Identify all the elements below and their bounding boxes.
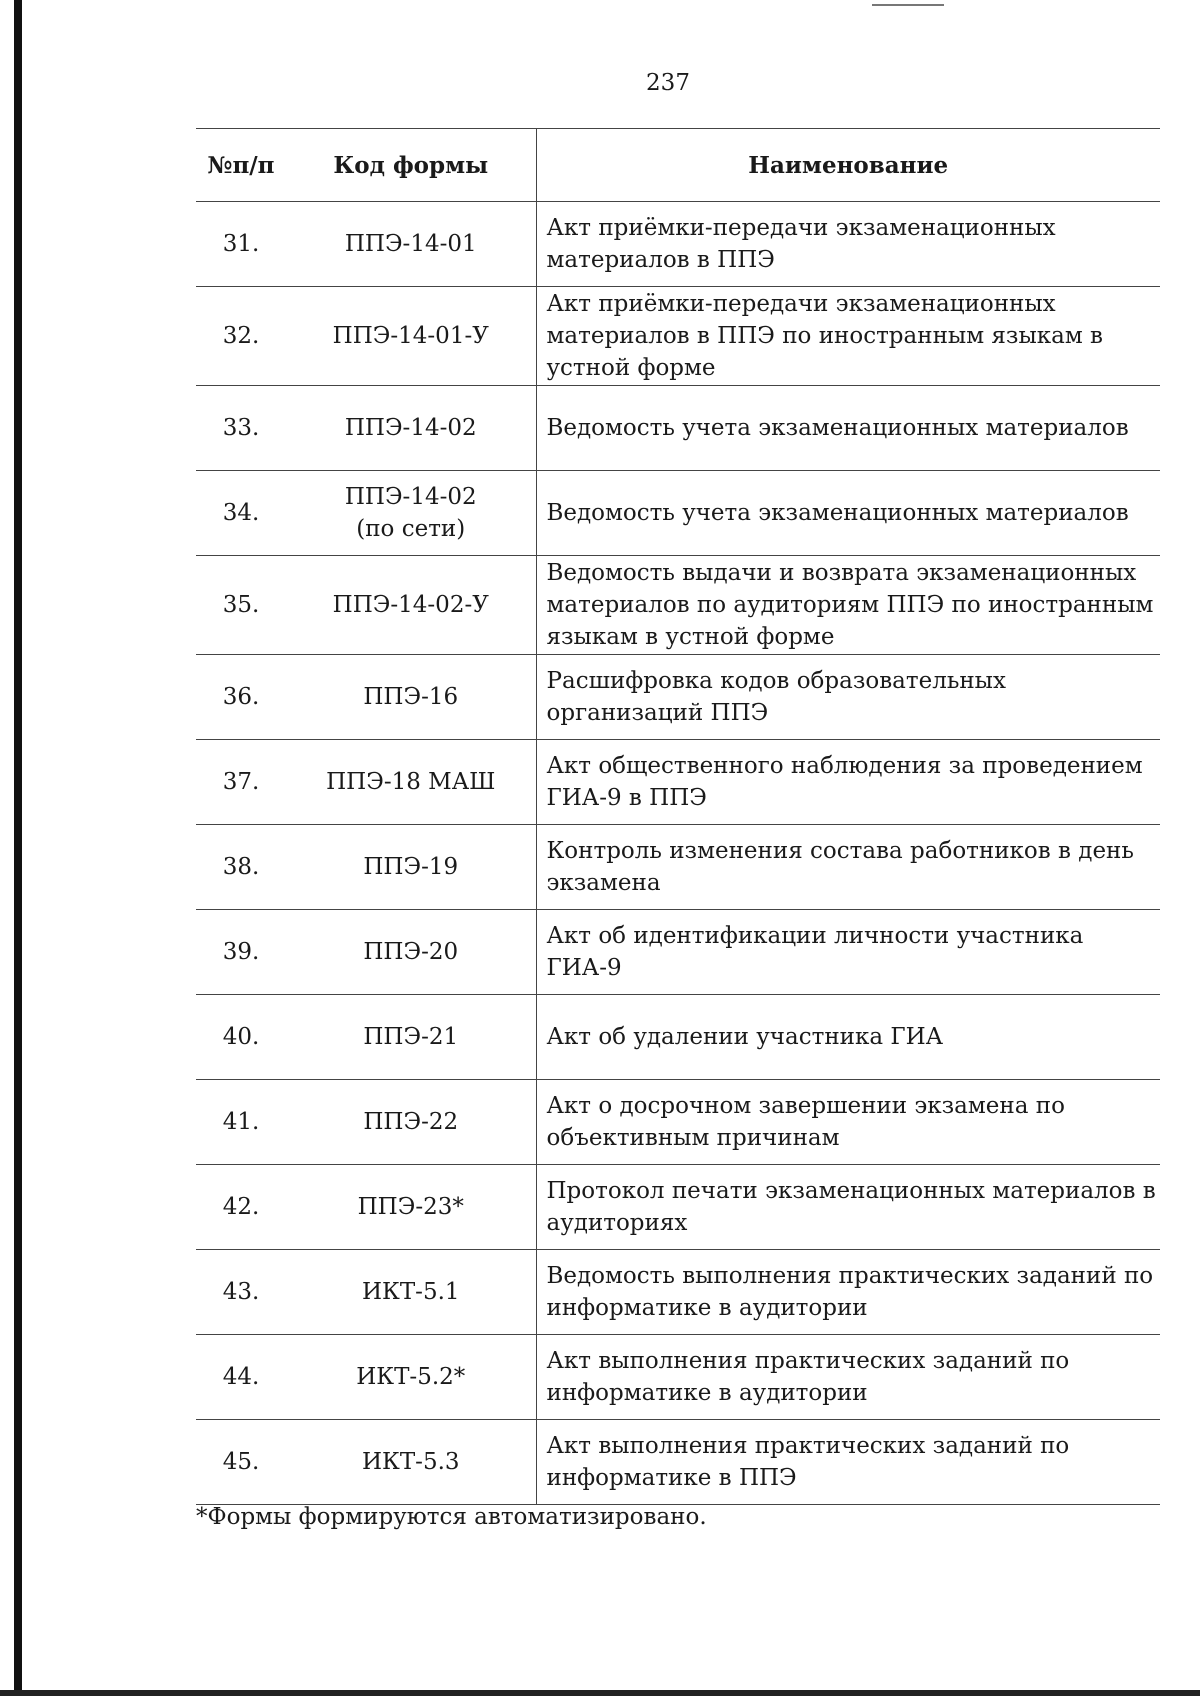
page-number: 237 xyxy=(646,70,690,96)
row-number: 43. xyxy=(196,1250,286,1335)
table-row xyxy=(196,1080,1160,1165)
row-form-name: Акт об идентификации личности участника ГИА-9 xyxy=(536,910,1160,995)
row-form-code xyxy=(286,910,536,995)
form-code-text: ППЭ-22 xyxy=(363,1109,459,1135)
row-number: 45. xyxy=(196,1420,286,1505)
form-code-text: ППЭ-14-01 xyxy=(344,231,477,257)
row-number: 37. xyxy=(196,740,286,825)
row-form-code xyxy=(286,740,536,825)
form-code-text: ППЭ-14-01-У xyxy=(332,323,489,349)
header-form-code: Код формы xyxy=(286,129,536,202)
row-form-name: Акт общественного наблюдения за проведением ГИА-9 в ППЭ xyxy=(536,740,1160,825)
row-form-code xyxy=(286,655,536,740)
row-form-name: Ведомость выдачи и возврата экзаменационных материалов по аудиториям ППЭ по иностранным языкам в устной форме xyxy=(536,556,1160,655)
row-form-code xyxy=(286,287,536,386)
row-number: 33. xyxy=(196,386,286,471)
form-code-text: ППЭ-23* xyxy=(357,1194,464,1220)
row-form-name: Акт выполнения практических заданий по информатике в ППЭ xyxy=(536,1420,1160,1505)
form-code-text: ППЭ-14-02 xyxy=(344,484,477,510)
header-name: Наименование xyxy=(536,129,1160,202)
form-code-text: ИКТ-5.2* xyxy=(356,1364,466,1390)
table-row xyxy=(196,202,1160,287)
form-code-text: ППЭ-18 МАШ xyxy=(326,769,496,795)
form-code-text: ППЭ-21 xyxy=(363,1024,459,1050)
row-form-name: Акт приёмки-передачи экзаменационных материалов в ППЭ xyxy=(536,202,1160,287)
table-row xyxy=(196,655,1160,740)
form-code-text: ППЭ-16 xyxy=(363,684,459,710)
table-row xyxy=(196,825,1160,910)
row-number: 44. xyxy=(196,1335,286,1420)
row-number: 42. xyxy=(196,1165,286,1250)
header-number: №п/п xyxy=(196,129,286,202)
row-form-name: Акт об удалении участника ГИА xyxy=(536,995,1160,1080)
row-number: 35. xyxy=(196,556,286,655)
table-row xyxy=(196,287,1160,386)
table-row xyxy=(196,740,1160,825)
row-number: 41. xyxy=(196,1080,286,1165)
row-form-name: Акт выполнения практических заданий по информатике в аудитории xyxy=(536,1335,1160,1420)
row-number: 39. xyxy=(196,910,286,995)
row-form-code xyxy=(286,1250,536,1335)
form-code-subtext: (по сети) xyxy=(356,516,466,542)
footnote: *Формы формируются автоматизировано. xyxy=(196,1504,707,1530)
form-code-text: ППЭ-19 xyxy=(363,854,459,880)
row-form-name: Ведомость выполнения практических заданий по информатике в аудитории xyxy=(536,1250,1160,1335)
forms-table xyxy=(196,128,1160,1505)
form-code-text: ИКТ-5.1 xyxy=(361,1279,460,1305)
row-form-code xyxy=(286,1080,536,1165)
row-form-name: Акт приёмки-передачи экзаменационных материалов в ППЭ по иностранным языкам в устной форме xyxy=(536,287,1160,386)
row-number: 38. xyxy=(196,825,286,910)
scan-edge-left xyxy=(14,0,22,1696)
form-code-text: ИКТ-5.3 xyxy=(361,1449,460,1475)
row-form-code xyxy=(286,202,536,287)
row-number: 32. xyxy=(196,287,286,386)
row-form-code xyxy=(286,1335,536,1420)
row-form-name: Контроль изменения состава работников в день экзамена xyxy=(536,825,1160,910)
form-code-text: ППЭ-14-02-У xyxy=(332,592,489,618)
table-row xyxy=(196,1335,1160,1420)
row-form-name: Протокол печати экзаменационных материалов в аудиториях xyxy=(536,1165,1160,1250)
row-form-name: Расшифровка кодов образовательных организаций ППЭ xyxy=(536,655,1160,740)
scan-edge-bottom xyxy=(0,1690,1200,1696)
form-code-text: ППЭ-20 xyxy=(363,939,459,965)
form-code-text: ППЭ-14-02 xyxy=(344,415,477,441)
row-form-code xyxy=(286,556,536,655)
table-row xyxy=(196,1165,1160,1250)
row-form-code xyxy=(286,995,536,1080)
row-number: 36. xyxy=(196,655,286,740)
table-header-row xyxy=(196,129,1160,202)
table-row xyxy=(196,995,1160,1080)
row-form-code xyxy=(286,1165,536,1250)
row-form-code xyxy=(286,825,536,910)
row-form-name: Ведомость учета экзаменационных материалов xyxy=(536,471,1160,556)
row-number: 40. xyxy=(196,995,286,1080)
row-form-code xyxy=(286,386,536,471)
table-row xyxy=(196,556,1160,655)
table-row xyxy=(196,1420,1160,1505)
row-number: 34. xyxy=(196,471,286,556)
table-row xyxy=(196,471,1160,556)
row-form-name: Ведомость учета экзаменационных материалов xyxy=(536,386,1160,471)
scan-top-mark xyxy=(872,4,944,6)
table-row xyxy=(196,386,1160,471)
row-number: 31. xyxy=(196,202,286,287)
table-row xyxy=(196,910,1160,995)
table-row xyxy=(196,1250,1160,1335)
row-form-code xyxy=(286,471,536,556)
row-form-name: Акт о досрочном завершении экзамена по объективным причинам xyxy=(536,1080,1160,1165)
row-form-code xyxy=(286,1420,536,1505)
table-body xyxy=(196,202,1160,1505)
